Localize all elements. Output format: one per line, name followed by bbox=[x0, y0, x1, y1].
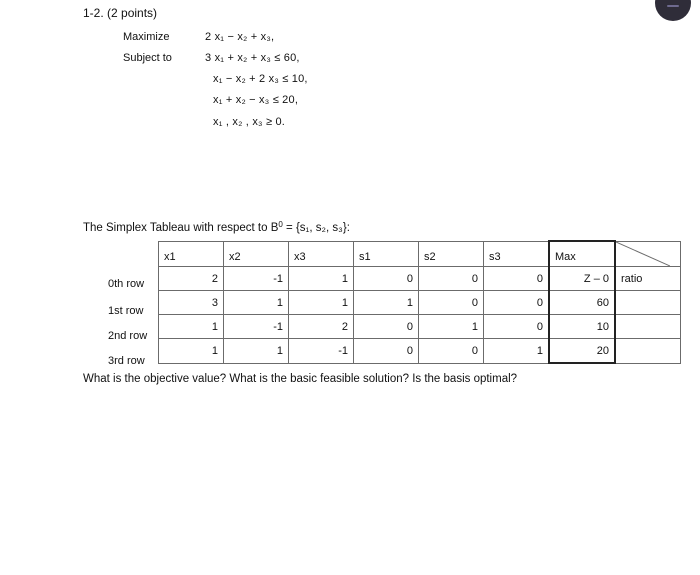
cell: 3 bbox=[159, 291, 224, 315]
tableau-header-row bbox=[159, 241, 681, 267]
ratio-cell-empty bbox=[615, 315, 681, 339]
header-ratio-blank bbox=[615, 241, 681, 267]
row-label-2: 2nd row bbox=[108, 330, 148, 342]
tableau-row-1 bbox=[159, 291, 681, 315]
header-s3: s3 bbox=[484, 241, 550, 267]
header-x3: x3 bbox=[289, 241, 354, 267]
subject-to-label: Subject to bbox=[123, 52, 172, 64]
caption-suffix: = {s₁, s₂, s₃}: bbox=[282, 222, 350, 234]
cell: 0 bbox=[354, 315, 419, 339]
header-max: Max bbox=[549, 241, 615, 267]
cell: 1 bbox=[159, 315, 224, 339]
cell: -1 bbox=[224, 315, 289, 339]
simplex-tableau bbox=[158, 240, 681, 364]
row-label-3: 3rd row bbox=[108, 355, 145, 367]
cell: 1 bbox=[484, 339, 550, 364]
cell: 1 bbox=[224, 291, 289, 315]
caption-superscript: 0 bbox=[278, 220, 283, 229]
cell: 0 bbox=[484, 291, 550, 315]
cell-rhs: 10 bbox=[549, 315, 615, 339]
cell: 1 bbox=[354, 291, 419, 315]
cell: 1 bbox=[419, 315, 484, 339]
cell: 0 bbox=[419, 339, 484, 364]
row-label-1: 1st row bbox=[108, 305, 144, 317]
nonnegativity-constraint: x₁ , x₂ , x₃ ≥ 0. bbox=[213, 116, 286, 128]
cell: 0 bbox=[484, 267, 550, 291]
header-s2: s2 bbox=[419, 241, 484, 267]
cell: 0 bbox=[354, 339, 419, 364]
constraint-2: x₁ − x₂ + 2 x₃ ≤ 10, bbox=[213, 73, 308, 85]
header-x1: x1 bbox=[159, 241, 224, 267]
diagonal-line-icon bbox=[616, 242, 670, 266]
question-text: What is the objective value? What is the basic feasible solution? Is the basis optimal? bbox=[83, 373, 518, 385]
ratio-label: ratio bbox=[615, 267, 681, 291]
tableau-row-0 bbox=[159, 267, 681, 291]
cell: 1 bbox=[224, 339, 289, 364]
cell: -1 bbox=[224, 267, 289, 291]
cell: 2 bbox=[159, 267, 224, 291]
header-s1: s1 bbox=[354, 241, 419, 267]
cell: 1 bbox=[289, 267, 354, 291]
problem-title: 1-2. (2 points) bbox=[83, 6, 158, 20]
cell: -1 bbox=[289, 339, 354, 364]
corner-avatar-badge[interactable] bbox=[655, 0, 691, 21]
ratio-cell-empty bbox=[615, 291, 681, 315]
badge-bar-icon bbox=[667, 5, 679, 7]
cell: 0 bbox=[419, 291, 484, 315]
cell-rhs: 60 bbox=[549, 291, 615, 315]
cell: 2 bbox=[289, 315, 354, 339]
tableau-row-3 bbox=[159, 339, 681, 364]
maximize-label: Maximize bbox=[123, 31, 170, 43]
objective-function: 2 x₁ − x₂ + x₃, bbox=[205, 31, 275, 43]
constraint-3: x₁ + x₂ − x₃ ≤ 20, bbox=[213, 94, 299, 106]
caption-prefix: The Simplex Tableau with respect to B bbox=[83, 222, 279, 234]
ratio-cell-empty bbox=[615, 339, 681, 364]
cell: 1 bbox=[159, 339, 224, 364]
cell: 0 bbox=[354, 267, 419, 291]
cell-objective: Z – 0 bbox=[549, 267, 615, 291]
tableau-caption bbox=[83, 220, 350, 234]
cell-rhs: 20 bbox=[549, 339, 615, 364]
cell: 0 bbox=[484, 315, 550, 339]
tableau-row-2 bbox=[159, 315, 681, 339]
cell: 1 bbox=[289, 291, 354, 315]
header-x2: x2 bbox=[224, 241, 289, 267]
constraint-1: 3 x₁ + x₂ + x₃ ≤ 60, bbox=[205, 52, 300, 64]
cell: 0 bbox=[419, 267, 484, 291]
row-label-0: 0th row bbox=[108, 278, 145, 290]
